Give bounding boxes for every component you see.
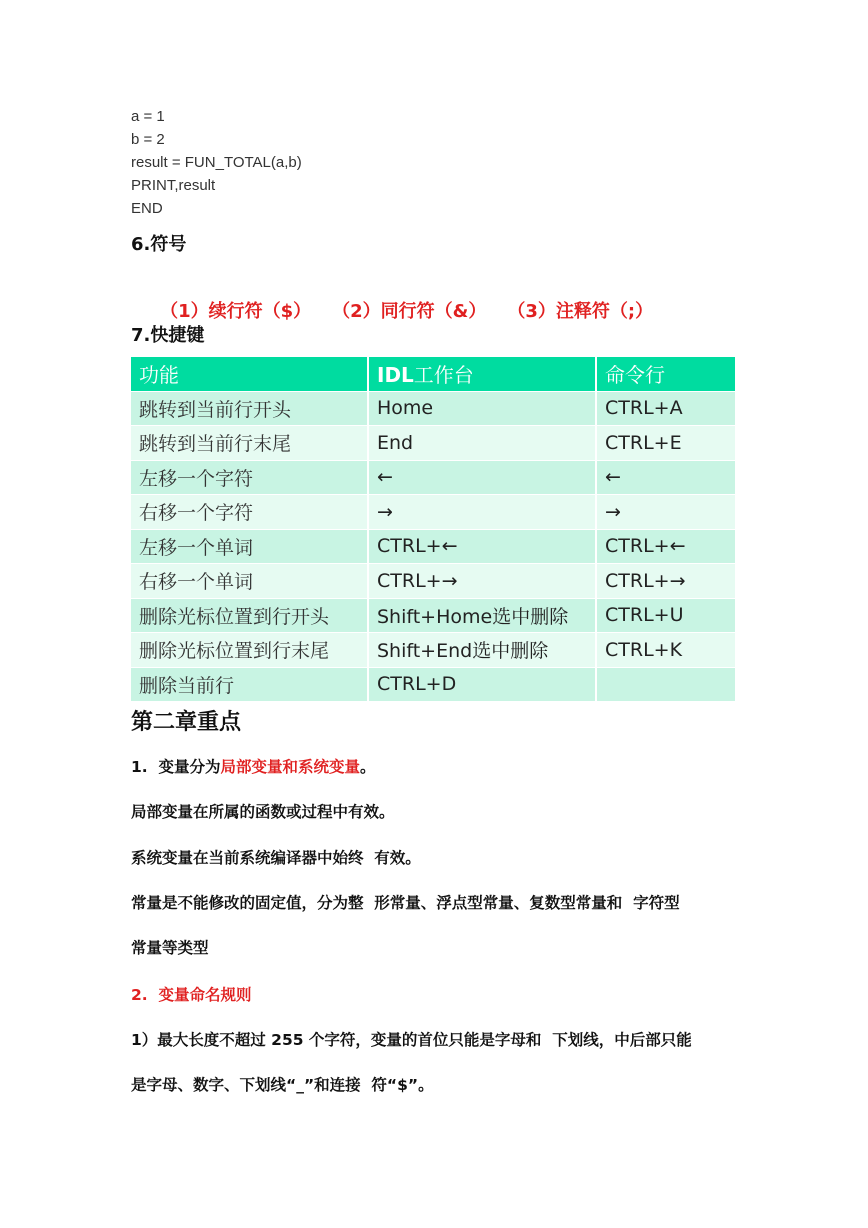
table-row — [131, 633, 736, 668]
paragraph-constants-line1: 常量是不能修改的固定值，分为整 形常量、浮点型常量、复数型常量和 字符型 — [131, 894, 680, 912]
table-row — [131, 564, 736, 599]
symbol-comment: （3）注释符（;） — [516, 301, 654, 322]
code-line: END — [131, 200, 163, 217]
naming-rules-heading: 2. 变量命名规则 — [131, 986, 252, 1004]
paragraph-variable-types — [131, 755, 376, 777]
header-command-line: 命令行 — [596, 357, 736, 391]
cell-function: 右移一个字符 — [131, 495, 368, 530]
section-7-heading: 7.快捷键 — [131, 325, 205, 346]
code-line: result = FUN_TOTAL(a,b) — [131, 154, 302, 171]
cell-function: 左移一个单词 — [131, 529, 368, 564]
cell-function: 跳转到当前行末尾 — [131, 426, 368, 461]
cell-cmd: ← — [596, 460, 736, 495]
cell-function: 删除光标位置到行末尾 — [131, 633, 368, 668]
paragraph-constants-line2: 常量等类型 — [131, 939, 209, 957]
chapter-2-title: 第二章重点 — [131, 710, 242, 735]
cell-idl: ← — [368, 460, 596, 495]
header-idl-rest: 工作台 — [413, 363, 474, 388]
cell-idl: Shift+Home选中删除 — [368, 598, 596, 633]
cell-idl: CTRL+← — [368, 529, 596, 564]
symbol-same-line: （2）同行符（&） — [341, 301, 487, 322]
cell-cmd: CTRL+E — [596, 426, 736, 461]
paragraph-local-variables: 局部变量在所属的函数或过程中有效。 — [131, 803, 395, 821]
cell-cmd — [596, 667, 736, 702]
paragraph-naming-line1: 1）最大长度不超过 255 个字符，变量的首位只能是字母和 下划线，中后部只能 — [131, 1031, 692, 1049]
paragraph-system-variables: 系统变量在当前系统编译器中始终 有效。 — [131, 849, 421, 867]
header-idl-workbench — [368, 357, 596, 391]
table-row — [131, 426, 736, 461]
cell-function: 跳转到当前行开头 — [131, 391, 368, 426]
cell-idl: Home — [368, 391, 596, 426]
cell-function: 删除当前行 — [131, 667, 368, 702]
cell-cmd: CTRL+← — [596, 529, 736, 564]
table-row — [131, 529, 736, 564]
cell-idl: CTRL+D — [368, 667, 596, 702]
cell-cmd: → — [596, 495, 736, 530]
table-row — [131, 598, 736, 633]
section-6-heading: 6.符号 — [131, 234, 187, 255]
shortcut-table — [131, 357, 737, 702]
cell-idl: Shift+End选中删除 — [368, 633, 596, 668]
cell-cmd: CTRL+U — [596, 598, 736, 633]
code-block — [131, 105, 302, 220]
code-line: a = 1 — [131, 108, 165, 125]
symbol-list — [135, 276, 683, 344]
p1-highlight: 局部变量和系统变量 — [220, 758, 360, 776]
code-line: PRINT,result — [131, 177, 216, 194]
p1-prefix: 1. 变量分为 — [131, 758, 221, 776]
cell-cmd: CTRL+K — [596, 633, 736, 668]
table-row — [131, 495, 736, 530]
symbol-continuation: （1）续行符（$） — [160, 301, 312, 322]
table-row — [131, 667, 736, 702]
p1-suffix: 。 — [359, 758, 376, 776]
cell-idl: → — [368, 495, 596, 530]
header-idl-bold: IDL — [377, 363, 414, 388]
cell-idl: End — [368, 426, 596, 461]
table-row — [131, 391, 736, 426]
code-line: b = 2 — [131, 131, 165, 148]
paragraph-naming-line2: 是字母、数字、下划线“_”和连接 符“$”。 — [131, 1076, 434, 1094]
cell-function: 删除光标位置到行开头 — [131, 598, 368, 633]
table-header-row — [131, 357, 736, 391]
cell-cmd: CTRL+→ — [596, 564, 736, 599]
table-row — [131, 460, 736, 495]
cell-cmd: CTRL+A — [596, 391, 736, 426]
header-function: 功能 — [131, 357, 368, 391]
cell-function: 左移一个字符 — [131, 460, 368, 495]
cell-idl: CTRL+→ — [368, 564, 596, 599]
cell-function: 右移一个单词 — [131, 564, 368, 599]
